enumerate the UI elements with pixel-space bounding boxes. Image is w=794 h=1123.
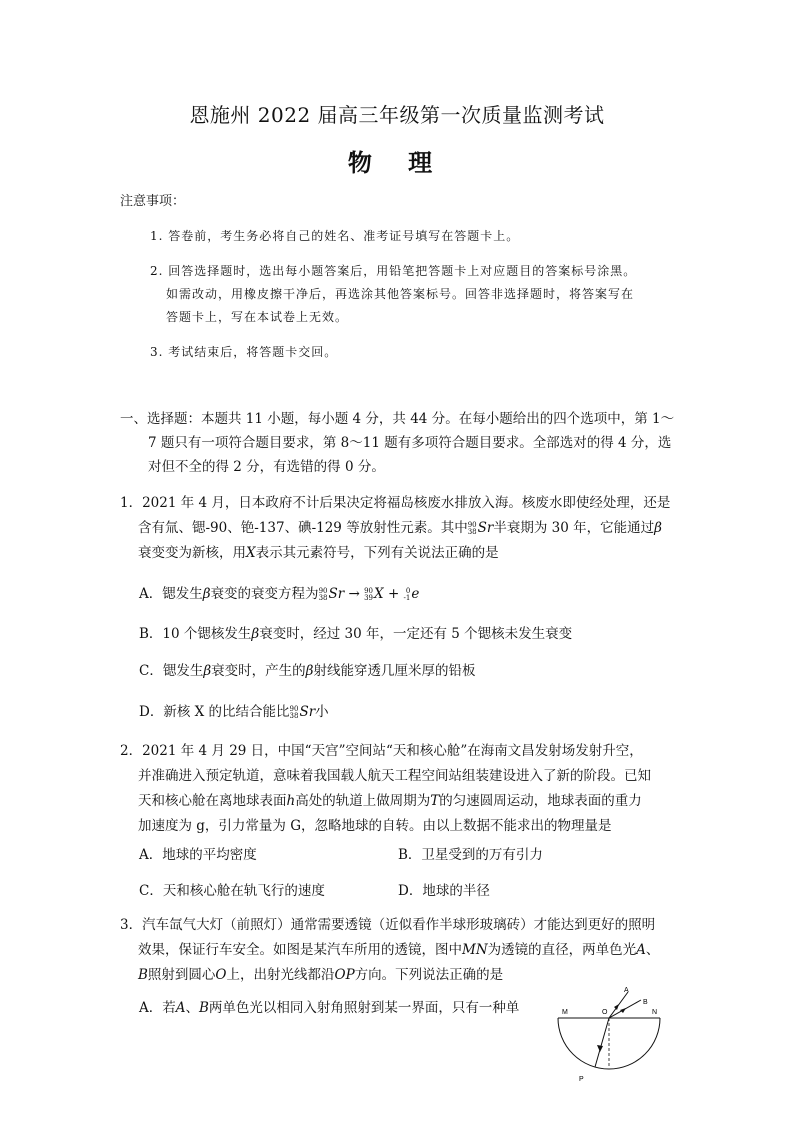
option-text: 衰变的衰变方程为: [210, 586, 319, 602]
lens-diagram: [548, 980, 678, 1090]
element-symbol: Sr: [299, 704, 316, 720]
q1-option-b[interactable]: [139, 622, 572, 642]
option-text: 衰变时，经过 30 年，一定还有 5 个锶核未发生衰变: [259, 626, 573, 642]
ray-op: [595, 1018, 609, 1067]
electron-nuclide: [404, 586, 420, 602]
q3-text: 上，出射光线都沿: [226, 967, 335, 983]
q1-line: 1．2021 年 4 月，日本政府不计后果决定将福岛核废水排放入海。核废水即使经处理，还是: [120, 495, 671, 511]
x90-nuclide: [364, 586, 384, 602]
element-symbol: e: [411, 586, 420, 602]
element-symbol: Sr: [328, 586, 345, 602]
mass-number: 90: [318, 586, 328, 595]
q1-line: [120, 541, 675, 566]
notice-item-2: [150, 260, 680, 329]
mass-number: 90: [289, 704, 299, 713]
q2-option-d[interactable]: D．地球的半径: [398, 883, 490, 899]
option-text: D．新核 X 的比结合能比: [139, 704, 290, 720]
sr90-nuclide: [290, 704, 316, 720]
atomic-number: 38: [289, 711, 299, 720]
q2-text: 高处的轨道上做周期为: [295, 793, 431, 809]
element-symbol: Sr: [477, 520, 494, 536]
beta-symbol: β: [654, 520, 662, 536]
sr90-nuclide: [468, 516, 494, 541]
b-symbol: B: [138, 967, 148, 983]
label-b: B: [643, 999, 648, 1006]
section-line: 7 题只有一项符合题目要求，第 8～11 题有多项符合题目要求。全部选对的得 4 分，选: [148, 435, 672, 451]
q2-text: 天和核心舱在离地球表面: [138, 793, 287, 809]
q1-option-a[interactable]: [139, 582, 419, 602]
label-n: N: [652, 1009, 658, 1016]
ray-b-arrow: [620, 1008, 626, 1013]
plus-symbol: +: [387, 586, 400, 602]
notice-item-3-text: 3. 考试结束后，将答题卡交回。: [150, 345, 338, 359]
q1-option-c[interactable]: [139, 659, 475, 679]
mass-number: 0: [405, 586, 411, 595]
t-symbol: T: [430, 793, 440, 809]
b-symbol: B: [199, 1000, 209, 1016]
element-symbol: X: [374, 586, 384, 602]
q1-text: 含有氚、锶-90、铯-137、碘-129 等放射性元素。其中: [138, 520, 468, 536]
notice-heading: 注意事项：: [120, 194, 186, 209]
atomic-number: 39: [364, 593, 374, 602]
o-symbol: O: [215, 967, 227, 983]
mass-number: 90: [364, 586, 374, 595]
notice-item-1-text: 1. 答卷前，考生务必将自己的姓名、准考证号填写在答题卡上。: [150, 229, 520, 243]
option-text: B．10 个锶核发生: [139, 626, 252, 642]
mass-number: 90: [467, 520, 477, 529]
q1-option-d[interactable]: [139, 700, 329, 720]
q2-line: 并准确进入预定轨道，意味着我国载人航天工程空间站组装建设进入了新的阶段。已知: [138, 768, 651, 784]
ray-a-arrow: [614, 1004, 619, 1010]
q2-line: [120, 789, 675, 814]
label-a: A: [624, 987, 629, 994]
option-text: 衰变时，产生的: [211, 663, 306, 679]
q3-line: 3．汽车氙气大灯（前照灯）通常需要透镜（近似看作半球形玻璃砖）才能达到更好的照明: [120, 917, 656, 933]
q3-text: 为透镜的直径，两单色光: [487, 942, 637, 958]
notice-item-2-line: 如需改动，用橡皮擦干净后，再选涂其他答案标号。回答非选择题时，将答案写在: [166, 287, 635, 301]
mn-symbol: MN: [462, 942, 488, 958]
q3-line: [120, 938, 675, 963]
question-1-stem: [120, 491, 675, 566]
beta-symbol: β: [203, 663, 212, 679]
a-symbol: A: [636, 942, 646, 958]
q1-line: [120, 516, 675, 541]
q2-text: 的匀速圆周运动，地球表面的重力: [439, 793, 642, 809]
h-symbol: h: [286, 793, 296, 809]
question-2-stem: [120, 739, 675, 839]
q2-option-a[interactable]: A．地球的平均密度: [139, 847, 257, 863]
atomic-number: 38: [318, 593, 328, 602]
option-text: 小: [315, 704, 329, 720]
beta-symbol: β: [305, 663, 314, 679]
beta-symbol: β: [251, 626, 260, 642]
exam-title: 恩施州 2022 届高三年级第一次质量监测考试: [189, 103, 605, 127]
q1-text: 表示其元素符号，下列有关说法正确的是: [255, 545, 499, 561]
label-m: M: [562, 1009, 568, 1016]
q2-line: 加速度为 g，引力常量为 G，忽略地球的自转。由以上数据不能求出的物理量是: [138, 818, 612, 834]
q2-option-c[interactable]: C．天和核心舱在轨飞行的速度: [139, 883, 325, 899]
q3-text: 效果，保证行车安全。如图是某汽车所用的透镜，图中: [138, 942, 462, 958]
notice-item-3: [150, 341, 680, 364]
subject-title: 物 理: [347, 148, 447, 177]
atomic-number: -1: [403, 593, 411, 602]
option-text: A．锶发生: [139, 586, 203, 602]
atomic-number: 38: [467, 527, 477, 536]
q3-option-a[interactable]: [139, 996, 519, 1016]
option-text: C．锶发生: [139, 663, 204, 679]
q2-option-b[interactable]: B．卫星受到的万有引力: [398, 847, 543, 863]
section-line: 对但不全的得 2 分，有选错的得 0 分。: [148, 459, 385, 475]
q3-text: 照射到圆心: [147, 967, 216, 983]
option-text: 两单色光以相同入射角照射到某一界面，只有一种单: [208, 1000, 520, 1016]
section-instructions: [120, 407, 680, 479]
a-symbol: A: [175, 1000, 186, 1016]
label-p: P: [579, 1076, 584, 1083]
q3-text: 、: [645, 942, 660, 958]
arrow-symbol: →: [348, 586, 360, 602]
q3-text: 方向。下列说法正确的是: [354, 967, 504, 983]
option-text: 射线能穿透几厘米厚的铅板: [313, 663, 476, 679]
section-line: 一、选择题：本题共 11 小题，每小题 4 分，共 44 分。在每小题给出的四个选项中，第 1～: [120, 411, 675, 427]
notice-item-1: [150, 225, 680, 248]
q2-line: 2．2021 年 4 月 29 日，中国“天宫”空间站“天和核心舱”在海南文昌发射场发射升空，: [120, 743, 643, 759]
q1-text: 衰变变为新核，用: [138, 545, 246, 561]
ray-op-arrow: [597, 1045, 603, 1052]
question-3-stem: [120, 913, 675, 988]
option-text: A．若: [139, 1000, 176, 1016]
notice-item-2-line: 答题卡上，写在本试卷上无效。: [166, 310, 349, 324]
option-text: 、: [185, 1000, 199, 1016]
q1-text: 半衰期为 30 年，它能通过: [493, 520, 655, 536]
notice-item-2-line: 2. 回答选择题时，选出每小题答案后，用铅笔把答题卡上对应题目的答案标号涂黑。: [150, 264, 637, 278]
label-o: O: [602, 1009, 608, 1016]
sr90-nuclide: [319, 586, 345, 602]
x-symbol: X: [246, 545, 256, 561]
beta-symbol: β: [202, 586, 211, 602]
op-symbol: OP: [334, 967, 355, 983]
